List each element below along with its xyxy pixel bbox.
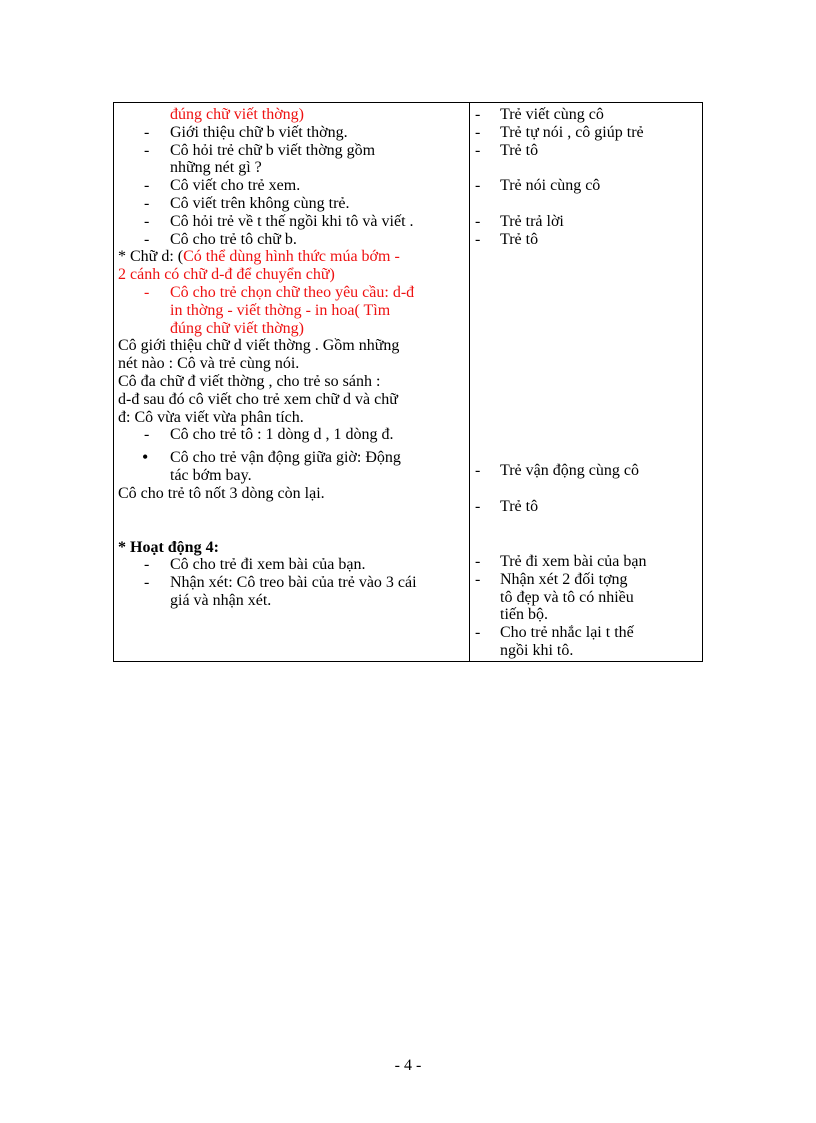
lesson-table	[113, 102, 703, 662]
list-item: - Cô viết trên không cùng trẻ.	[144, 194, 350, 212]
dash-mark: -	[475, 552, 481, 570]
paragraph-line: đ: Cô vừa viết vừa phân tích.	[118, 408, 304, 426]
bullet-item-continuation: tác bớm bay.	[170, 466, 252, 484]
dash-mark: -	[144, 230, 150, 248]
list-item: - Cô hỏi trẻ chữ b viết thờng gồm	[144, 141, 376, 159]
dash-mark: -	[475, 141, 481, 159]
list-item-continuation: giá và nhận xét.	[170, 591, 272, 609]
bullet-item: • Cô cho trẻ vận động giữa giờ: Động	[142, 447, 401, 468]
list-item: - Trẻ tô	[475, 498, 539, 516]
section-chu-d: * Chữ d: (Có thể dùng hình thức múa bớm -	[118, 248, 400, 266]
dash-mark: -	[144, 177, 150, 195]
list-item: - Trẻ trả lời	[475, 212, 564, 230]
list-item: - Trẻ viết cùng cô	[475, 106, 604, 123]
list-item: - Cô cho trẻ tô chữ b.	[144, 230, 297, 248]
list-item: - Cô hỏi trẻ về t thế ngồi khi tô và viết .	[144, 212, 414, 230]
dash-mark: -	[144, 194, 150, 212]
list-item: - Trẻ tô	[475, 141, 539, 159]
list-item-continuation: những nét gì ?	[170, 159, 262, 177]
list-item: - Nhận xét: Cô treo bài của trẻ vào 3 cái	[144, 574, 417, 592]
list-item: - Giới thiệu chữ b viết thờng.	[144, 123, 348, 141]
list-item-continuation: in thờng - viết thờng - in hoa( Tìm	[170, 301, 391, 319]
paragraph-line: nét nào : Cô và trẻ cùng nói.	[118, 355, 300, 373]
list-item: - Trẻ tự nói , cô giúp trẻ	[475, 123, 644, 141]
section-chu-d-continuation: 2 cánh có chữ d-đ để chuyển chữ)	[118, 266, 335, 284]
list-item-continuation: ngồi khi tô.	[500, 641, 574, 659]
list-item: - Trẻ tô	[475, 230, 539, 248]
continued-red-line: đúng chữ viết thờng)	[170, 106, 304, 123]
paragraph-line: Cô đa chữ đ viết thờng , cho trẻ so sánh :	[118, 372, 381, 390]
dash-mark: -	[144, 212, 150, 230]
list-item-continuation: tiến bộ.	[500, 606, 548, 624]
dash-mark: -	[475, 106, 481, 123]
page-number: - 4 -	[394, 1057, 422, 1074]
list-item: - Cô cho trẻ đi xem bài của bạn.	[144, 556, 366, 574]
list-item: - Cho trẻ nhắc lại t thế	[475, 624, 634, 642]
dash-mark: -	[475, 624, 481, 642]
list-item: - Cô viết cho trẻ xem.	[144, 177, 301, 195]
list-item: - Trẻ nói cùng cô	[475, 177, 601, 195]
dash-mark: -	[144, 574, 150, 592]
dash-mark: -	[475, 498, 481, 516]
dash-mark: -	[144, 426, 150, 444]
dash-mark: -	[475, 462, 481, 480]
dash-mark: -	[475, 212, 481, 230]
dash-mark: -	[144, 123, 150, 141]
student-activities-column	[474, 106, 702, 661]
list-item: - Cô cho trẻ tô : 1 dòng d , 1 dòng đ.	[144, 426, 394, 444]
teacher-activities-column	[118, 106, 464, 661]
list-item-continuation: tô đẹp và tô có nhiều	[500, 588, 634, 606]
dash-mark: -	[144, 283, 150, 301]
paragraph-line: Cô cho trẻ tô nốt 3 dòng còn lại.	[118, 484, 325, 502]
dash-mark: -	[475, 123, 481, 141]
list-item: - Nhận xét 2 đối tợng	[475, 570, 628, 588]
column-divider	[469, 103, 470, 661]
dash-mark: -	[475, 570, 481, 588]
activity-4-heading: * Hoạt động 4:	[118, 538, 219, 556]
paragraph-line: d-đ sau đó cô viết cho trẻ xem chữ d và chữ	[118, 390, 398, 408]
dash-mark: -	[144, 141, 150, 159]
list-item: - Cô cho trẻ chọn chữ theo yêu cầu: d-đ	[144, 283, 415, 301]
dash-mark: -	[475, 177, 481, 195]
paragraph-line: Cô giới thiệu chữ d viết thờng . Gồm những	[118, 337, 400, 355]
list-item: - Trẻ vận động cùng cô	[475, 462, 639, 480]
bullet-mark: •	[142, 447, 149, 468]
dash-mark: -	[475, 230, 481, 248]
dash-mark: -	[144, 556, 150, 574]
list-item: - Trẻ đi xem bài của bạn	[475, 552, 647, 570]
list-item-continuation: đúng chữ viết thờng)	[170, 319, 304, 337]
